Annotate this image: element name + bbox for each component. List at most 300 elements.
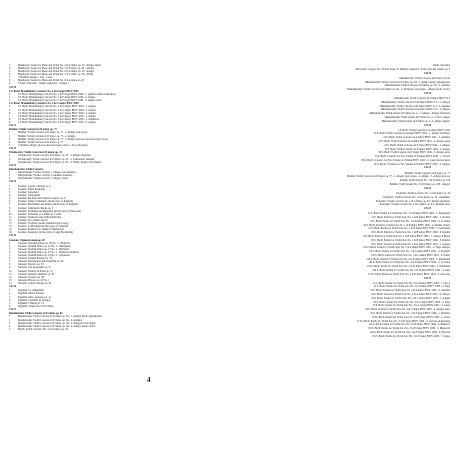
cd-heading: CD 20 [424,123,431,127]
track-title: Mendelssohn: Violin Concerto in E minor op. 64 - 2. Andante [18,318,83,322]
track-number: 2 [9,292,11,296]
track-title: Paganini: I Palpiti op. 13 [18,301,44,305]
track-number: 4 [9,298,11,302]
track-title: Vitali: Chaconne [432,64,450,67]
track-title: Paganini: Cantabile in D major [18,298,51,302]
track-line [366,132,450,135]
track-line [360,258,450,261]
track-title: Sarasate: Zigeunerweisen op. 20 No. 1 - Moderato [18,241,71,245]
track-title: Sarasate: Jota Aragonesa op. 27 [18,266,51,270]
track-line [366,285,450,288]
track-title: Brahms: Violin Concerto in D major op. 77 - 3. Allegro giocoso, ma non troppo vivace [18,137,109,141]
track-number: 6 [381,119,383,123]
track-number: 5 [384,147,386,151]
track-title: J.S. Bach: Partita for Violin Solo No. 1 in B minor BWV 1002 - 3. Corrente [371,219,450,223]
track-line [366,163,450,166]
track-title: Sarasate: Caprice basque op. 24 [18,281,52,285]
track-number: 3 [9,160,11,164]
work-title [380,203,450,206]
track-title: Sarasate: Spanish Dance op. 23 No. 2 - Zapateado [18,254,71,258]
track-title: Kreisler: Sicilienne and Rigaudon (in the style of Francoeur) [18,209,81,213]
track-title: Mendelssohn: Violin Concerto in E minor op. 64 - 3. Allegretto non troppo - Allegro molto vivace [348,88,450,92]
track-number: 3 [9,247,11,251]
track-number: 12 [9,275,12,279]
track-line [364,293,451,296]
track-number: 7 [374,155,377,159]
work-title [383,196,450,199]
track-number: 16 [372,268,376,272]
track-number: 17 [368,272,371,276]
track-number: 1 [367,212,370,216]
track-number: 8 [9,79,11,83]
track-line [377,144,450,147]
track-title: J.S. Bach: Sonata for Violin Solo No. 2 in A minor BWV 1003 - 3. Andante [371,289,450,293]
track-number: 2 [9,318,11,322]
track-title: J.S. Bach: Concerto for Two Violins in D minor BWV 1043 - 3. Allegro [375,162,450,166]
track-title: J.S. Bach: Partita for Violin Solo No. 1 in B minor BWV 1002 - 5. Sarabande [369,227,450,231]
track-number: 5 [9,254,11,258]
work-title [399,77,450,80]
track-line [363,289,450,292]
track-line [366,316,450,319]
track-line [363,331,450,334]
track-number: 7 [9,203,11,207]
track-number: 10 [9,212,12,216]
cd-heading: CD 15 [9,234,16,238]
track-number: 2 [9,96,11,100]
cd-heading: CD 18 [424,71,431,75]
track-title: J.S. Bach: Partita for Violin Solo No. 2 in D minor BWV 1004 - 4. Giga [375,268,450,272]
track-line [377,148,450,151]
track-number: 3 [9,99,11,103]
track-title: Beethoven: Sonata for Piano and Violin No. 7 in C minor op. 30 - Finale [18,73,94,77]
track-title: Prokofiev: Violin Concerto No. 2 in G minor op. 63 - Allegro moderato [375,199,450,203]
track-number: 1 [9,241,11,245]
track-number: 4 [384,143,386,147]
track-title: Brahms: Violin Concerto in D major op. 77 [404,171,450,175]
track-title: Kreisler: Liebesfreud [18,194,41,198]
track-title: Khachaturian: Violin Concerto 2. Andante sostenuto [18,174,73,178]
work-title [433,64,451,67]
track-number: 4 [363,223,366,227]
track-title: J.S. Bach: Brandenburg Concerto No. 3 in G major BWV 1048 - 1. Allegro [18,105,97,109]
track-line [356,224,450,227]
track-number: 8 [9,117,11,121]
track-number: 2 [9,134,11,138]
track-number: 4 [9,67,11,71]
track-title: Beethoven: Sonata for Piano and Violin No. 4 in A minor op. 23 - Allegro molto [18,64,102,67]
track-number: 1 [9,93,11,97]
track-title: Mendelssohn: Violin Concerto in E minor op. 64 [399,76,450,80]
track-number: 8 [361,158,363,162]
track-line [349,68,450,71]
track-number: 8 [9,263,11,267]
track-title: J.S. Bach: Partita for Violin Solo No. 2 in D minor BWV 1004 - 5. Ciaccona [370,272,450,276]
track-number: 9 [370,311,372,315]
track-number: 2 [379,104,382,108]
track-line [9,82,209,85]
track-title: J.S. Bach: Sonata for Violin Solo No. 2 in A minor BWV 1003 - 2. Fuga [375,285,450,289]
track-title: J.S. Bach: Brandenburg Concerto No. 5 in D major BWV 1050 - 1. Allegro [18,114,97,118]
track-title: Brahms: Violin Sonata No. 3 in D minor op. 108 - Allegro [389,183,450,186]
track-title: Mendelssohn: Violin Concerto in E minor op. 64 - 3. Allegretto non troppo [18,321,96,325]
track-number: 5 [9,70,11,74]
track-title: Prokofiev: Violin Concerto No. 1 in D major op. 19 [396,191,450,195]
track-title: Mendelssohn: Violin Concerto in E minor op. 64 - 1. Allegro molto appassionato [18,315,102,319]
track-number: 3 [9,177,11,181]
track-number: 9 [9,82,11,86]
track-title: J.S. Bach: Sonata for Violin Solo No. 3 in C major BWV 1005 - 2. Fuga [375,300,450,304]
track-number: 2 [9,174,11,178]
track-title: J.S. Bach: Partita for Violin Solo No. 1 in B minor BWV 1002 - 7. Tempo di Borea [363,234,450,238]
track-title: Brahms: Violin Concerto in D major op. 77 - 2. Adagio [18,134,76,138]
track-title: Kreisler: Tempo di minuetto (in the style of Pugnani) [18,200,74,204]
track-number: 4 [371,293,373,297]
track-line [9,121,209,124]
track-number: 5 [9,143,11,147]
track-line [362,273,450,276]
track-line [364,239,450,242]
track-number: 1 [9,289,11,293]
track-number: 8 [9,206,11,210]
track-title: Prokofiev: Violin Concerto No. 2 in G minor op. 63 - Andante assai [379,203,450,207]
track-line [9,305,209,308]
track-title: J.S. Bach: Brandenburg Concerto No. 3 in G major BWV 1048 [9,102,79,106]
work-title [347,175,450,178]
track-title: Beethoven: Sonata for Piano and Violin No. 6 in A major op. 30 - Allegro [18,70,95,74]
track-number: 1 [372,281,374,285]
track-number: 5 [384,115,386,119]
cd-heading: CD 16 [9,284,16,288]
cd-heading: CD 19 [424,91,431,95]
track-line [351,320,450,323]
track-line [373,101,450,104]
track-title: J.S. Bach: Brandenburg Concerto No. 3 in G major BWV 1048 - 3. Allegro [18,111,97,115]
track-title: Sarasate: Fantasy on Faust op. 13 [18,269,53,273]
track-number: 3 [9,321,11,325]
track-title: Sarasate: Playera op. 23 No. 1 [18,278,50,282]
track-number: 15 [366,265,370,269]
track-title: Kreisler: La gitana (Arabo-Spanish Gypsy song) [18,221,69,225]
track-line [377,84,450,87]
track-title: Paganini: Moses Fantasy [18,292,44,296]
track-title: J.S. Bach: Sonata for Violin Solo No. 2 in A minor BWV 1003 - 1. Grave [373,281,450,285]
track-title: Brahms: Violin Concerto in D major op. 77 - 1. Allegro non troppo [18,131,88,135]
track-title: Mendelssohn: Violin Sonata in F minor op. 4 - 1. Adagio - Allegro moderato [370,112,450,116]
track-title: Paganini: La campanella [18,289,44,293]
track-number: 8 [365,308,367,312]
track-line [371,151,450,154]
track-number: 9 [371,242,373,246]
track-title: J.S. Bach: Violin Concerto in A minor BWV 1041 - 3. Allegro assai [379,140,450,144]
track-title: J.S. Bach: Partita for Violin Solo No. 3 in E major BWV 1006 - 5. Menuet II [370,327,450,331]
track-number: 3 [370,289,372,293]
track-title: Bruch: Violin Concerto No. 1 in G minor op. 26 [18,327,68,331]
track-number: 15 [9,228,12,232]
track-line [357,81,450,84]
track-title: Sarasate: Navarra op. 33 [18,263,44,267]
track-title: Mendelssohn: Violin Concerto in E minor op. 64 [9,312,63,316]
track-number: 2 [9,188,11,192]
track-line [9,177,209,180]
track-line [9,328,209,331]
track-line [365,254,450,257]
track-number: 4 [9,105,11,109]
track-number: 11 [9,272,12,276]
track-title: Tchaikovsky: Violin Concerto in D major op. 35 [9,151,62,155]
track-number: 6 [378,151,380,155]
track-line [367,155,450,158]
track-number: 7 [372,304,375,308]
track-title: Sarasate: Zigeunerweisen op. 20 [9,238,45,242]
track-number: 14 [9,225,12,228]
cd-heading: CD 17 [9,307,16,311]
track-title: J.S. Bach: Brandenburg Concerto No. 1 in F major BWV 1046 - 1. (without tempo indication) [18,93,116,97]
cd-heading: CD 23 [424,207,431,211]
track-title: J.S. Bach: Partita for Violin Solo No. 1 in B minor BWV 1002 - 2. Double [372,216,450,220]
track-line [361,227,450,230]
track-title: Kreisler: Caprice viennois op. 2 [18,184,52,188]
work-title [376,200,450,203]
track-number: 18 [355,67,358,71]
track-line [355,235,450,238]
track-line [365,335,450,338]
track-title: Prokofiev: Violin Concerto No. 1 in D major op. 19 - Andantino [383,195,450,199]
track-number: 2 [384,84,386,88]
track-number: 3 [370,219,372,223]
track-line [9,144,209,147]
track-title: J.S. Bach: Brandenburg Concerto No. 5 in D major BWV 1050 [9,90,79,94]
track-line [362,220,450,223]
track-number: 2 [9,157,11,161]
track-title: Sarasate: Introduction and Tarantella op. 43 [18,260,64,264]
track-number: 14 [369,330,373,334]
track-title: J.S. Bach: Violin Concerto in A minor BWV 1041 [398,128,450,132]
track-number: 12 [368,323,372,327]
track-line [9,161,209,164]
track-number: 5 [368,227,370,231]
cd-heading: CD 11 [9,123,16,127]
cd-heading: CD 13 [9,163,16,167]
track-title: Mendelssohn: Violin Concerto in E minor op. 64 - 2. Andante [385,84,450,88]
track-title: Locatelli: Caprice No. 23 in D major "Il labirinto armonico" from L'arte del violino op. 3 [357,67,450,71]
track-title: Beethoven: Sonata for Piano and Violin No. 9 in A major op. 47 [18,79,85,83]
track-line [358,308,450,311]
track-title: Paganini: Sonata No. 6 in E minor [18,304,54,308]
track-number: 13 [367,327,371,331]
track-number: 1 [9,315,11,319]
track-line [360,212,450,215]
track-number: 6 [9,304,11,308]
track-title: Mendelssohn: Violin Concerto in E minor op. 64 - 4. Allegro molto vivace [18,324,96,328]
track-title: Kreisler: La Precieuse (in the style of Couperin) [18,225,68,228]
track-number: 9 [9,120,11,124]
track-line [364,297,450,300]
track-number: 13 [9,278,12,282]
track-line [357,246,450,249]
track-title: Mendelssohn: Violin Concerto in D minor MWV O 3 - 2. Andante [381,104,450,108]
track-title: Brahms: Violin Concerto in D major op. 77 [18,140,64,144]
track-number: 5 [9,197,11,201]
work-title [398,129,450,132]
track-number: 2 [9,244,11,248]
track-number: 4 [369,112,371,116]
track-title: J.S. Bach: Sonata for Violin Solo No. 1 in G minor BWV 1001 - 2. Fuga. Allegro [365,246,450,250]
track-title: Sarasate: Serenata andaluza op. 28 [18,272,54,276]
track-title: Sarasate: Zortzico op. 39 [18,275,44,279]
track-number: 14 [368,261,372,265]
track-title: J.S. Bach: Violin Concerto in E major BWV 1042 - 2. Adagio [385,147,450,151]
track-title: J.S. Bach: Partita for Violin Solo No. 2 in D minor BWV 1004 - 3. Sarabanda [369,265,450,269]
track-title: Mendelssohn: Violin Sonata in F minor op. 4 - 3. Allegro agitato [382,119,450,123]
track-number: 7 [9,260,11,264]
track-number: 3 [346,88,349,92]
cd-heading: CD 14 [9,180,16,184]
track-line [366,301,450,304]
track-number: 9 [9,209,11,213]
track-line [371,140,450,143]
track-line [365,304,450,307]
track-number: 7 [9,76,11,80]
track-number: 4 [9,194,11,198]
track-number: 1 [380,100,382,104]
track-number: 4 [9,251,11,255]
track-title: J.S. Bach: Partita for Violin Solo No. 3 in E major BWV 1006 - 7. Gigue [374,334,450,338]
track-title: Khachaturian: Violin Concerto 1. Allegro con fermezza [18,171,76,175]
track-number: 9 [9,266,11,270]
track-line [376,136,450,139]
work-title [396,192,450,195]
track-title: J.S. Bach: Brandenburg Concerto No. 1 in F major BWV 1046 - 3. Allegro assai [18,99,102,103]
track-title: J.S. Bach: Sonata for Violin Solo No. 3 in C major BWV 1005 - 3. Largo [374,304,450,308]
track-number: 12 [370,253,374,257]
track-title: Kreisler: Recitativ und Scherzo-Caprice op. 6 [18,197,66,201]
track-number: 2 [373,285,376,289]
track-title: J.S. Bach: Partita for Violin Solo No. 3 in E major BWV 1006 - 2. Loure [374,315,450,319]
track-title: Beethoven: Sonata for Piano and Violin No. 5 in F major op. 24 - Allegro [18,67,95,71]
track-title: J.S. Bach: Partita for Violin Solo No. 2 in D minor BWV 1004 - 1. Allemanda [369,257,450,261]
track-title: J.S. Bach: Concerto for Two Violins in D minor BWV 1043 - 2. Largo ma non tanto [362,158,450,162]
track-number: 7 [362,234,364,238]
track-number: 3 [9,137,11,141]
track-number: 6 [373,300,376,304]
track-number: 2 [371,216,373,220]
track-title: J.S. Bach: Brandenburg Concerto No. 5 in D major BWV 1050 - 2. Affettuoso [18,117,100,121]
track-number: 1 [373,132,376,136]
track-title: Brahms: Violin Sonata No. 3 in D minor op. 108 [399,179,450,183]
track-title: J.S. Bach: Partita for Violin Solo No. 3 in E major BWV 1006 - 6. Bourree [372,330,450,334]
track-number: 13 [9,221,12,225]
track-title: Kreisler: Chanson Louis XIII and Pavane [18,215,62,219]
track-line [364,231,450,234]
track-title: J. Brahms: Allegro - Trio - Coda [18,76,52,80]
track-title: Tchaikovsky: Violin Concerto in D major op. 35 - 3. Finale. Allegro vivacissimo [18,160,102,164]
track-title: Sarasate: Carmen Fantasy op. 25 [18,257,53,261]
track-number: 10 [9,269,12,273]
track-title: J.S. Bach: Partita for Violin Solo No. 3 in E major BWV 1006 - 3. Gavotte en Rondeau [359,319,450,323]
work-title [394,97,450,100]
track-number: 4 [9,140,11,144]
track-line [373,108,450,111]
track-title: J.S. Bach: Partita for Violin Solo No. 1 in B minor BWV 1002 - 4. Double. Presto [365,223,450,227]
track-number: 3 [378,140,380,144]
track-number: 6 [371,231,373,235]
track-line [366,269,450,272]
track-line [9,231,209,234]
track-title: Mendelssohn: Violin Concerto in D minor MWV O 3 - 3. Allegro [381,108,450,112]
track-number: 6 [9,111,11,115]
track-number: 3 [9,64,11,67]
track-line [372,105,450,108]
track-title: Kreisler: Toy soldiers march [18,218,48,222]
track-number: 6 [9,73,11,77]
track-number: 5 [9,301,11,305]
track-line [363,312,450,315]
track-title: J.S. Bach: Partita for Violin Solo No. 2 in D minor BWV 1004 - 2. Corrente [371,261,450,265]
track-line [362,250,450,253]
page-number: 4 [147,376,151,384]
track-title: J.S. Bach: Partita for Violin Solo No. 1 in B minor BWV 1002 - 6. Double [372,231,450,235]
track-title: J.S. Bach: Sonata for Violin Solo No. 1 in G minor BWV 1001 - 4. Presto [373,253,450,257]
track-title: Sarasate: Spanish Dance op. 22 No. 1 - Romanza andaluza [18,251,79,255]
track-line [362,323,450,326]
track-title: J.S. Bach: Brandenburg Concerto No. 1 in F major BWV 1046 - 2. Adagio [18,96,96,100]
track-title: J.S. Bach: Sonata for Violin Solo No. 2 in A minor BWV 1003 - 4. Allegro [372,293,450,297]
track-line [364,216,450,219]
track-number: 3 [380,108,382,112]
track-title: J.S. Bach: Partita for Violin Solo No. 3 in E major BWV 1006 - 4. Menuet I [371,323,450,327]
track-number: 11 [368,250,371,254]
track-number: 7 [9,114,11,118]
track-line [360,265,450,268]
track-number: 1 [9,154,11,158]
track-title: Kreisler: Praeludium and Allegro (in the style of Pugnani) [18,203,79,207]
track-number: 10 [371,315,375,319]
track-number: 1 [364,80,367,84]
track-number: 4 [9,324,11,328]
track-title: Brahms: Violin Concerto in D major op. 77 - 1. Allegro non troppo - 2. Adagio - 3. Allegro giocoso [346,175,450,179]
track-title: Paganini: Moto perpetuo op. 11 [18,295,51,299]
track-title: J.S. Bach: Violin Concerto in E major BWV 1042 - 3. Allegro assai [380,151,450,155]
track-line [377,116,450,119]
track-title: Mendelssohn: Violin Concerto in D minor MWV O 3 [394,97,450,101]
track-title: Kreisler: Rondino on a theme by Beethoven [18,228,64,232]
track-title: Sarasate: Spanish Dance op. 21 No. 2 - Habanera [18,247,70,251]
track-number: 13 [366,257,370,261]
work-title [405,172,450,175]
track-line [362,112,450,115]
track-title: Kreisler: Schon Rosmarin [18,188,45,192]
track-line [9,282,209,285]
track-line [364,243,451,246]
track-number: 3 [9,295,11,299]
track-title: J.S. Bach: Sonata for Violin Solo No. 3 in C major BWV 1005 - 1. Adagio [372,296,450,300]
track-title: Mendelssohn: Violin Sonata in F minor op. 4 - 2. Poco adagio [385,115,450,119]
track-line [365,282,450,285]
track-line [374,120,450,123]
track-number: 6 [9,200,11,204]
track-title: J.S. Bach: Sonata for Violin Solo No. 1 in G minor BWV 1001 - 3. Siciliana [370,250,450,254]
track-title: J.S. Bach: Sonata for Violin Solo No. 1 in G minor BWV 1001 - 1. Adagio [372,242,450,246]
track-number: 9 [374,162,376,166]
track-title: Mendelssohn: Violin Concerto in E minor op. 64 - 1. Allegro molto appassionato [366,80,450,84]
cd-heading: CD 22 [424,186,431,190]
track-title: J.S. Bach: Brandenburg Concerto No. 5 in D major BWV 1050 - 3. Allegro [18,120,97,124]
track-title: J.S. Bach: Partita for Violin Solo No. 3 in E major BWV 1006 - 1. Preludio [371,311,450,315]
track-title: J.S. Bach: Partita for Violin Solo No. 1 in B minor BWV 1002 - 1. Allemanda [369,212,450,216]
cd-heading: CD 10 [9,85,16,89]
work-title [390,183,450,186]
